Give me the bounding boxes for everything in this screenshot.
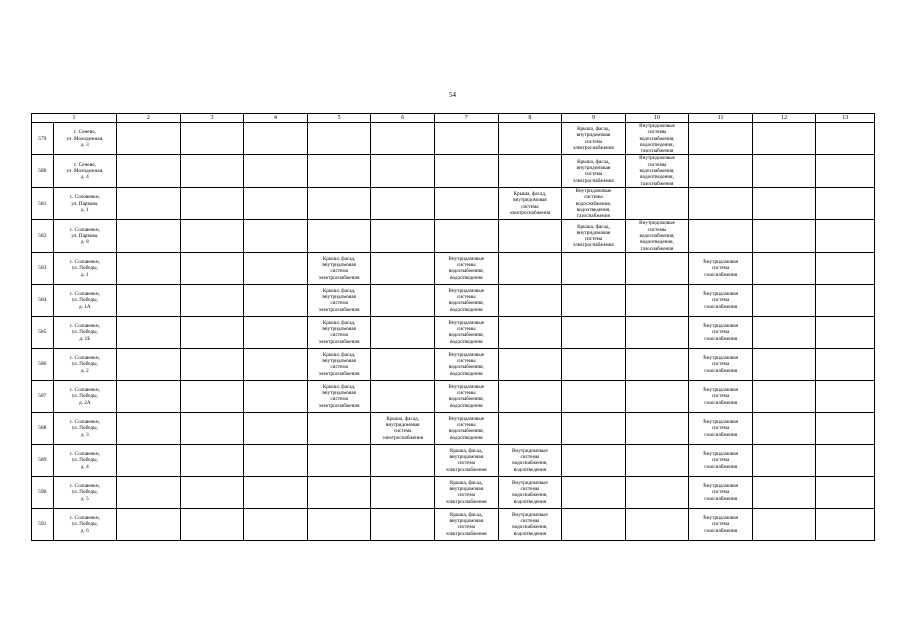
work-cell: Внутридомовая система газоснабжения	[689, 316, 753, 348]
work-cell	[180, 155, 244, 187]
work-cell	[180, 412, 244, 444]
work-cell	[625, 476, 689, 508]
work-cell: Крыша, фасад, внутридомовая система электроснабжения	[307, 380, 371, 412]
table-row	[32, 187, 875, 219]
work-cell: Внутридомовые системы водоснабжения, водоотведения, газоснабжения	[625, 155, 689, 187]
register-table	[31, 113, 875, 541]
work-cell: Внутридомовая система газоснабжения	[689, 380, 753, 412]
work-cell	[752, 252, 816, 284]
work-cell	[498, 155, 562, 187]
column-header: 2	[117, 114, 181, 123]
work-cell	[625, 187, 689, 219]
work-cell: Внутридомовые системы водоснабжения, водоотведения, газоснабжения	[625, 123, 689, 155]
row-number: 584	[32, 284, 54, 316]
table-row	[32, 508, 875, 540]
work-cell: Крыша, фасад, внутридомовая система электроснабжения	[435, 444, 499, 476]
column-header: 4	[244, 114, 308, 123]
address-cell: с. Соловенки, ул. Победы, д. 3	[53, 412, 117, 444]
work-cell	[371, 476, 435, 508]
work-cell	[307, 444, 371, 476]
work-cell	[180, 187, 244, 219]
page-number: 54	[449, 91, 456, 99]
work-cell	[562, 444, 626, 476]
work-cell	[117, 220, 181, 252]
work-cell: Крыша, фасад, внутридомовая система электроснабжения	[562, 123, 626, 155]
work-cell	[307, 476, 371, 508]
table-row	[32, 380, 875, 412]
work-cell	[816, 476, 875, 508]
work-cell	[562, 476, 626, 508]
work-cell	[307, 412, 371, 444]
row-number: 586	[32, 348, 54, 380]
table-header	[32, 114, 875, 123]
work-cell	[307, 187, 371, 219]
work-cell: Крыша, фасад, внутридомовая система электроснабжения	[498, 187, 562, 219]
work-cell	[752, 284, 816, 316]
table-row	[32, 155, 875, 187]
work-cell	[244, 444, 308, 476]
address-cell: с. Соловенки, ул. Победы, д. 6	[53, 508, 117, 540]
work-cell	[244, 476, 308, 508]
work-cell	[498, 412, 562, 444]
work-cell: Внутридомовая система газоснабжения	[689, 444, 753, 476]
work-cell	[435, 187, 499, 219]
work-cell	[625, 380, 689, 412]
work-cell	[816, 508, 875, 540]
work-cell	[816, 380, 875, 412]
work-cell	[689, 123, 753, 155]
work-cell	[371, 123, 435, 155]
work-cell	[435, 220, 499, 252]
work-cell	[816, 412, 875, 444]
work-cell: Внутридомовые системы водоснабжения, водоотведения	[435, 316, 499, 348]
work-cell: Крыша, фасад, внутридомовая система электроснабжения	[307, 348, 371, 380]
work-cell: Внутридомовые системы водоснабжения, водоотведения	[435, 380, 499, 412]
address-cell: с. Соловенки, ул. Победы, д. 1	[53, 252, 117, 284]
work-cell	[307, 220, 371, 252]
work-cell	[752, 444, 816, 476]
work-cell	[816, 348, 875, 380]
work-cell: Крыша, фасад, внутридомовая система электроснабжения	[371, 412, 435, 444]
column-header: 7	[435, 114, 499, 123]
row-number: 583	[32, 252, 54, 284]
work-cell: Внутридомовая система газоснабжения	[689, 476, 753, 508]
work-cell	[244, 187, 308, 219]
work-cell	[752, 316, 816, 348]
work-cell: Крыша, фасад, внутридомовая система электроснабжения	[435, 508, 499, 540]
work-cell: Внутридомовая система газоснабжения	[689, 252, 753, 284]
work-cell	[752, 412, 816, 444]
work-cell	[117, 508, 181, 540]
work-cell: Внутридомовая система газоснабжения	[689, 284, 753, 316]
row-number: 590	[32, 476, 54, 508]
work-cell	[562, 316, 626, 348]
table-body	[32, 123, 875, 541]
work-cell	[689, 220, 753, 252]
work-cell	[307, 155, 371, 187]
work-cell	[562, 508, 626, 540]
work-cell	[689, 155, 753, 187]
work-cell	[816, 220, 875, 252]
row-number: 579	[32, 123, 54, 155]
work-cell: Крыша, фасад, внутридомовая система электроснабжения	[562, 220, 626, 252]
work-cell	[562, 380, 626, 412]
work-cell: Внутридомовые системы водоснабжения, водоотведения	[498, 476, 562, 508]
work-cell	[307, 123, 371, 155]
work-cell	[625, 412, 689, 444]
address-cell: с. Соловенки, ул. Победы, д. 1А	[53, 284, 117, 316]
work-cell	[498, 316, 562, 348]
address-cell: с. Соловенки, ул. Победы, д. 4	[53, 444, 117, 476]
row-number: 582	[32, 220, 54, 252]
work-cell	[625, 348, 689, 380]
work-cell	[117, 348, 181, 380]
work-cell	[498, 220, 562, 252]
work-cell	[180, 252, 244, 284]
work-cell	[117, 155, 181, 187]
work-cell	[371, 155, 435, 187]
work-cell	[816, 316, 875, 348]
work-cell	[180, 316, 244, 348]
work-cell	[244, 348, 308, 380]
column-header: 10	[625, 114, 689, 123]
column-header: 13	[816, 114, 875, 123]
column-header: 9	[562, 114, 626, 123]
work-cell	[244, 252, 308, 284]
table-row	[32, 316, 875, 348]
work-cell: Внутридомовые системы водоснабжения, водоотведения	[435, 252, 499, 284]
work-cell	[244, 380, 308, 412]
column-header: 5	[307, 114, 371, 123]
column-header: 8	[498, 114, 562, 123]
work-cell	[752, 508, 816, 540]
work-cell: Внутридомовые системы водоснабжения, водоотведения	[435, 284, 499, 316]
work-cell	[625, 316, 689, 348]
work-cell	[371, 187, 435, 219]
column-header: 3	[180, 114, 244, 123]
work-cell	[752, 155, 816, 187]
work-cell	[752, 476, 816, 508]
work-cell: Внутридомовые системы водоснабжения, водоотведения	[435, 412, 499, 444]
work-cell	[498, 348, 562, 380]
work-cell: Крыша, фасад, внутридомовая система электроснабжения	[307, 284, 371, 316]
work-cell	[307, 508, 371, 540]
row-number: 581	[32, 187, 54, 219]
work-cell	[371, 284, 435, 316]
work-cell	[752, 380, 816, 412]
work-cell: Крыша, фасад, внутридомовая система электроснабжения	[307, 316, 371, 348]
work-cell	[371, 508, 435, 540]
address-cell: с. Соловенки, ул. Победы, д. 2А	[53, 380, 117, 412]
address-cell: с. Соловенки, ул. Победы, д. 5	[53, 476, 117, 508]
work-cell	[180, 476, 244, 508]
address-cell: с. Соловенки, ул. Победы, д. 2	[53, 348, 117, 380]
work-cell	[752, 220, 816, 252]
work-cell	[244, 412, 308, 444]
work-cell	[371, 348, 435, 380]
row-number: 580	[32, 155, 54, 187]
column-header: 12	[752, 114, 816, 123]
work-cell	[244, 155, 308, 187]
row-number: 585	[32, 316, 54, 348]
work-cell	[435, 123, 499, 155]
table-row	[32, 444, 875, 476]
row-number: 589	[32, 444, 54, 476]
work-cell	[371, 316, 435, 348]
work-cell	[625, 284, 689, 316]
work-cell	[244, 316, 308, 348]
work-cell	[625, 508, 689, 540]
work-cell	[498, 380, 562, 412]
work-cell	[816, 444, 875, 476]
work-cell: Внутридомовая система газоснабжения	[689, 508, 753, 540]
address-cell: с. Соловенки, ул. Паркова, д. 8	[53, 220, 117, 252]
work-cell	[117, 316, 181, 348]
table-row	[32, 412, 875, 444]
work-cell: Крыша, фасад, внутридомовая система электроснабжения	[562, 155, 626, 187]
work-cell	[752, 348, 816, 380]
address-cell: с. Сенево, ул. Молодежная, д. 4	[53, 155, 117, 187]
work-cell	[625, 444, 689, 476]
work-cell	[752, 123, 816, 155]
work-cell	[180, 508, 244, 540]
work-cell: Внутридомовые системы водоснабжения, водоотведения, газоснабжения	[625, 220, 689, 252]
work-cell	[117, 412, 181, 444]
work-cell	[816, 155, 875, 187]
column-header: 11	[689, 114, 753, 123]
work-cell	[180, 380, 244, 412]
work-cell	[562, 284, 626, 316]
work-cell	[244, 508, 308, 540]
table-row	[32, 284, 875, 316]
work-cell	[752, 187, 816, 219]
work-cell	[117, 380, 181, 412]
table-row	[32, 123, 875, 155]
work-cell	[371, 220, 435, 252]
work-cell	[180, 220, 244, 252]
work-cell	[816, 187, 875, 219]
work-cell	[498, 252, 562, 284]
work-cell	[180, 444, 244, 476]
work-cell	[371, 380, 435, 412]
work-cell	[562, 348, 626, 380]
work-cell	[117, 444, 181, 476]
address-cell: с. Соловенки, ул. Паркова, д. 1	[53, 187, 117, 219]
work-cell	[180, 284, 244, 316]
row-number: 588	[32, 412, 54, 444]
work-cell: Крыша, фасад, внутридомовая система электроснабжения	[307, 252, 371, 284]
row-number: 591	[32, 508, 54, 540]
work-cell	[816, 252, 875, 284]
work-cell	[562, 412, 626, 444]
work-cell	[625, 252, 689, 284]
work-cell	[816, 123, 875, 155]
table-row	[32, 348, 875, 380]
work-cell: Внутридомовые системы водоснабжения, водоотведения, газоснабжения	[562, 187, 626, 219]
work-cell: Внутридомовая система газоснабжения	[689, 348, 753, 380]
work-cell: Крыша, фасад, внутридомовая система электроснабжения	[435, 476, 499, 508]
work-cell: Внутридомовые системы водоснабжения, водоотведения	[435, 348, 499, 380]
work-cell	[562, 252, 626, 284]
work-cell	[689, 187, 753, 219]
work-cell	[117, 187, 181, 219]
row-number: 587	[32, 380, 54, 412]
work-cell	[244, 284, 308, 316]
work-cell: Внутридомовая система газоснабжения	[689, 412, 753, 444]
work-cell	[816, 284, 875, 316]
work-cell	[371, 444, 435, 476]
work-cell	[498, 123, 562, 155]
column-header: 1	[32, 114, 117, 123]
work-cell	[371, 252, 435, 284]
table-row	[32, 476, 875, 508]
address-cell: с. Соловенки, ул. Победы, д. 1Б	[53, 316, 117, 348]
work-cell	[180, 123, 244, 155]
work-cell	[435, 155, 499, 187]
work-cell: Внутридомовые системы водоснабжения, водоотведения	[498, 508, 562, 540]
address-cell: с. Сенево, ул. Молодежная, д. 3	[53, 123, 117, 155]
table-row	[32, 220, 875, 252]
work-cell	[117, 252, 181, 284]
work-cell	[117, 123, 181, 155]
column-header: 6	[371, 114, 435, 123]
work-cell	[498, 284, 562, 316]
table-row	[32, 252, 875, 284]
work-cell	[244, 123, 308, 155]
work-cell	[117, 476, 181, 508]
work-cell	[180, 348, 244, 380]
work-cell: Внутридомовые системы водоснабжения, водоотведения	[498, 444, 562, 476]
header-row	[32, 114, 875, 123]
work-cell	[117, 284, 181, 316]
work-cell	[244, 220, 308, 252]
